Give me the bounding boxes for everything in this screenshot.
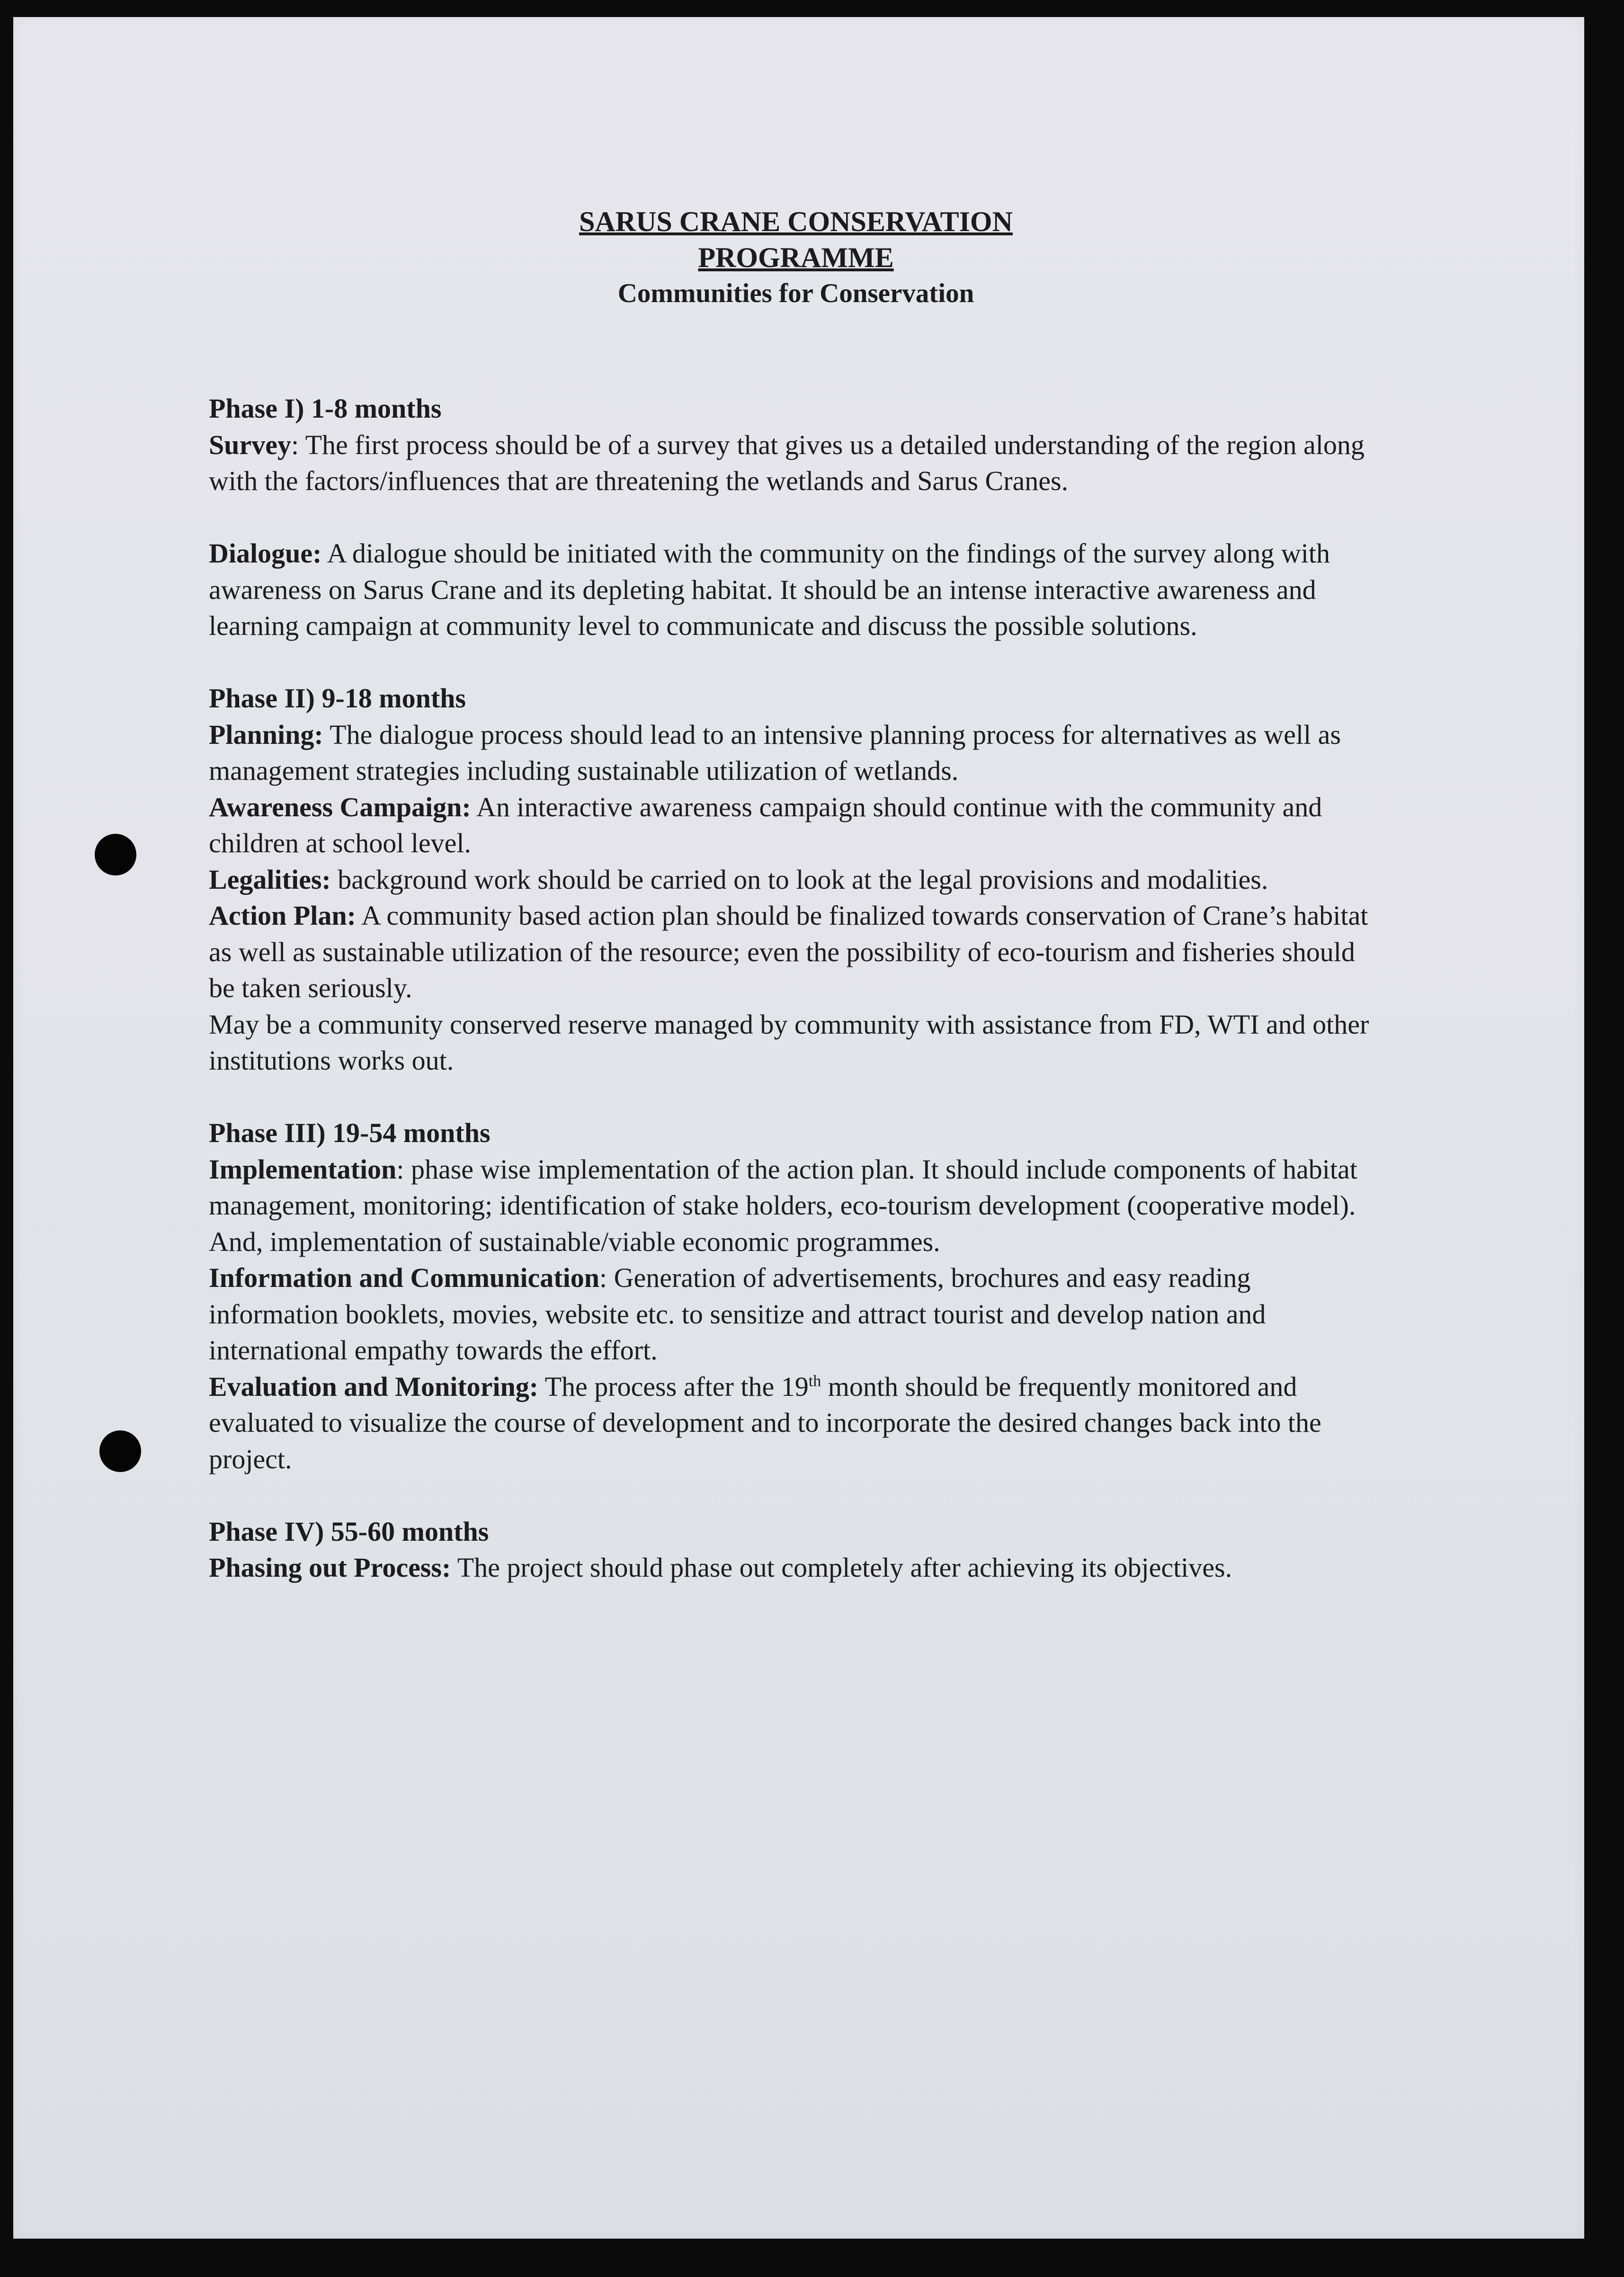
document-header bbox=[209, 204, 1383, 312]
item-term: Planning: bbox=[209, 719, 323, 750]
item-text: An interactive awareness campaign should continue with the community and children at school level. bbox=[209, 791, 1322, 858]
phase-item-evaluation bbox=[209, 1369, 1383, 1478]
phase-item-awareness bbox=[209, 789, 1383, 862]
item-term: Awareness Campaign: bbox=[209, 791, 471, 822]
phase-1 bbox=[209, 391, 1383, 644]
phase-title: Phase III) 19-54 months bbox=[209, 1117, 491, 1148]
item-text: background work should be carried on to look at the legal provisions and modalities. bbox=[330, 864, 1268, 895]
item-text: A dialogue should be initiated with the community on the findings of the survey along with awareness on Sarus Crane and its depleting habitat. It should be an intense interactive awareness and learning campaign at community level to communicate and discuss the possible solutions. bbox=[209, 538, 1330, 641]
item-term: Evaluation and Monitoring: bbox=[209, 1371, 539, 1402]
item-text: A community based action plan should be finalized towards conservation of Crane’s habitat as well as sustainable utilization of the resource; even the possibility of eco-tourism and fisheries should be taken seriously. bbox=[209, 900, 1368, 1003]
item-text: phase wise implementation of the action plan. It should include components of habitat management, monitoring; identification of stake holders, eco-tourism development (cooperative model). And, implementation of sustainable/viable economic programmes. bbox=[209, 1153, 1357, 1257]
item-term: Phasing out Process: bbox=[209, 1552, 451, 1583]
phase-4 bbox=[209, 1514, 1383, 1586]
phase-3 bbox=[209, 1115, 1383, 1477]
phase-item-planning bbox=[209, 717, 1383, 789]
phase-item-legalities bbox=[209, 862, 1383, 898]
phase-item-phasing-out bbox=[209, 1550, 1383, 1586]
phase-title: Phase II) 9-18 months bbox=[209, 683, 466, 714]
punch-hole bbox=[99, 1430, 141, 1472]
item-term: Implementation bbox=[209, 1153, 397, 1185]
item-sep: : bbox=[396, 1153, 404, 1185]
phase-2 bbox=[209, 680, 1383, 1079]
item-term: Survey bbox=[209, 429, 291, 460]
phase-item-implementation bbox=[209, 1152, 1383, 1260]
title-line-1: SARUS CRANE CONSERVATION bbox=[579, 206, 1013, 237]
item-text: The project should phase out completely after achieving its objectives. bbox=[451, 1552, 1232, 1583]
item-sep: : bbox=[291, 429, 299, 460]
subtitle: Communities for Conservation bbox=[617, 278, 974, 308]
phase-title: Phase I) 1-8 months bbox=[209, 393, 442, 424]
title-line-2: PROGRAMME bbox=[698, 242, 894, 273]
item-text: month should be frequently monitored and evaluated to visualize the course of development and to incorporate the desired changes back into the project. bbox=[209, 1371, 1321, 1474]
phase-item-action-plan bbox=[209, 898, 1383, 1007]
item-term: Information and Communication bbox=[209, 1262, 599, 1293]
phase-title: Phase IV) 55-60 months bbox=[209, 1516, 489, 1547]
phase-item-survey bbox=[209, 427, 1383, 500]
item-text: May be a community conserved reserve managed by community with assistance from FD, WTI and other institutions works out. bbox=[209, 1009, 1369, 1076]
item-text: Generation of advertisements, brochures and easy reading information booklets, movies, website etc. to sensitize and attract tourist and develop nation and international empathy towards the effort. bbox=[209, 1262, 1266, 1366]
item-text: The first process should be of a survey that gives us a detailed understanding of the region along with the factors/influences that are threatening the wetlands and Sarus Cranes. bbox=[209, 429, 1365, 496]
phase-item-reserve-note bbox=[209, 1007, 1383, 1079]
phase-item-dialogue bbox=[209, 536, 1383, 644]
item-term: Dialogue: bbox=[209, 538, 322, 569]
punch-hole bbox=[95, 834, 136, 875]
item-text: The process after the 19 bbox=[538, 1371, 809, 1402]
item-sep: : bbox=[599, 1262, 607, 1293]
item-term: Action Plan: bbox=[209, 900, 356, 931]
document-body bbox=[209, 204, 1383, 1622]
superscript: th bbox=[808, 1372, 821, 1390]
phase-item-information bbox=[209, 1260, 1383, 1369]
item-term: Legalities: bbox=[209, 864, 331, 895]
item-text: The dialogue process should lead to an intensive planning process for alternatives as well as management strategies including sustainable utilization of wetlands. bbox=[209, 719, 1341, 786]
